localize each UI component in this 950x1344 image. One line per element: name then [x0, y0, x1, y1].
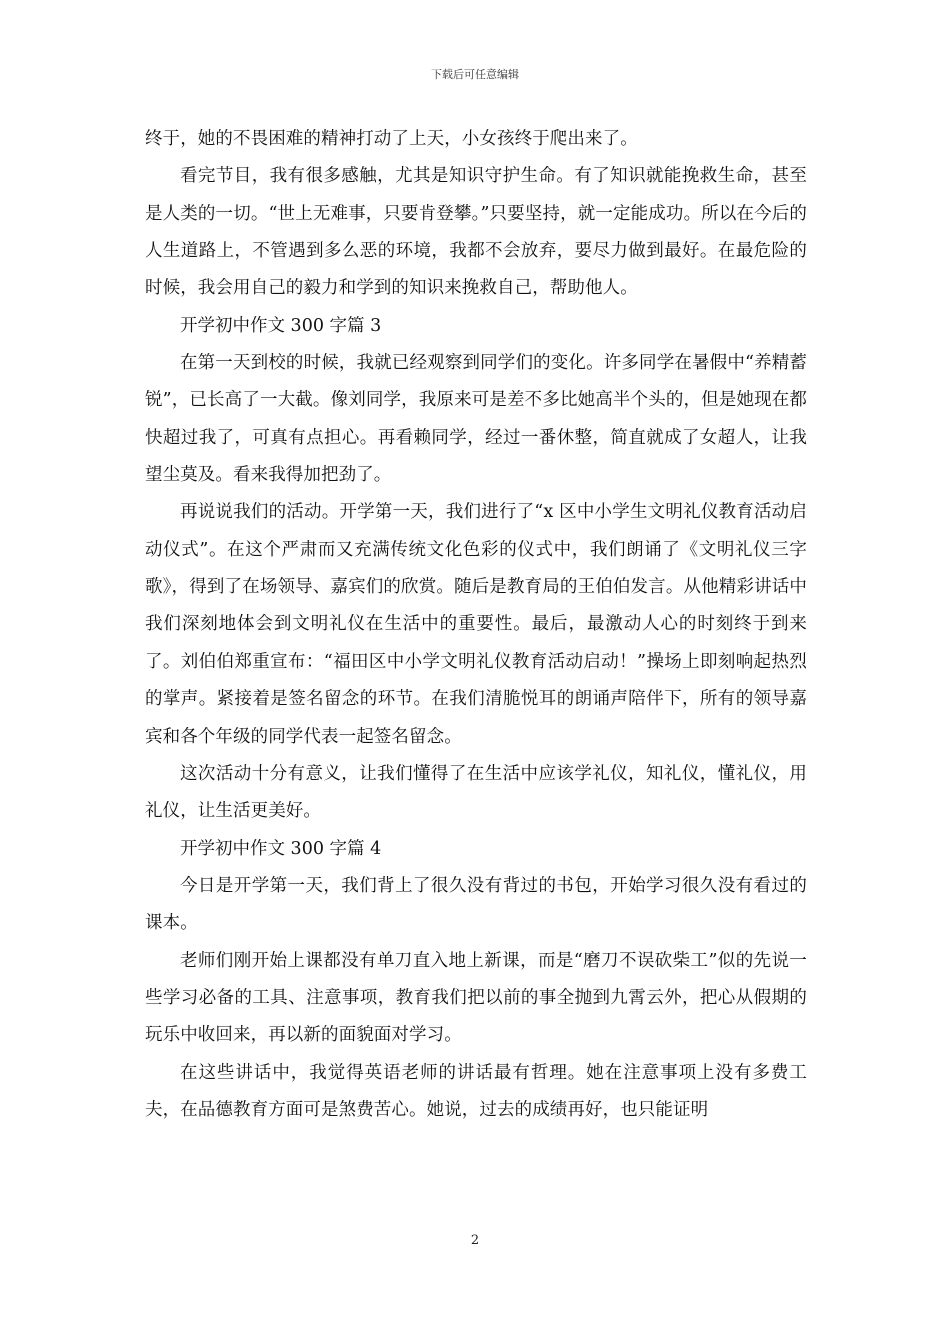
section-heading: 开学初中作文 300 字篇 3 [180, 315, 382, 336]
paragraph: 看完节目，我有很多感触，尤其是知识守护生命。有了知识就能挽救生命，甚至是人类的一切。“世上无难事，只要肯登攀。”只要坚持，就一定能成功。所以在今后的人生道路上，不管遇到多么恶的环境，我都不会放弃，要尽力做到最好。在最危险的时候，我会用自己的毅力和学到的知识来挽救自己，帮助他人。 [145, 166, 807, 299]
paragraph: 老师们刚开始上课都没有单刀直入地上新课，而是“磨刀不误砍柴工”似的先说一些学习必备的工具、注意事项，教育我们把以前的事全抛到九霄云外，把心从假期的玩乐中收回来，再以新的面貌面对学习。 [145, 950, 807, 1046]
page-number: 2 [470, 1233, 480, 1248]
paragraph: 今日是开学第一天，我们背上了很久没有背过的书包，开始学习很久没有看过的课本。 [145, 875, 807, 934]
paragraph: 终于，她的不畏困难的精神打动了上天，小女孩终于爬出来了。 [145, 129, 638, 149]
document-body [145, 121, 807, 1129]
paragraph: 在这些讲话中，我觉得英语老师的讲话最有哲理。她在注意事项上没有多费工夫，在品德教育方面可是煞费苦心。她说，过去的成绩再好，也只能证明 [145, 1062, 807, 1120]
paragraph: 这次活动十分有意义，让我们懂得了在生活中应该学礼仪，知礼仪，懂礼仪，用礼仪，让生活更美好。 [145, 763, 807, 822]
paragraph: 再说说我们的活动。开学第一天，我们进行了“x 区中小学生文明礼仪教育活动启动仪式”。在这个严肃而又充满传统文化色彩的仪式中，我们朗诵了《文明礼仪三字歌》，得到了在场领导、嘉宾们的欣赏。随后是教育局的王伯伯发言。从他精彩讲话中我们深刻地体会到文明礼仪在生活中的重要性。最后，最激动人心的时刻终于到来了。刘伯伯郑重宣布：“福田区中小学文明礼仪教育活动启动！”操场上即刻响起热烈的掌声。紧接着是签名留念的环节。在我们清脆悦耳的朗诵声陪伴下，所有的领导嘉宾和各个年级的同学代表一起签名留念。 [145, 502, 807, 747]
section-heading: 开学初中作文 300 字篇 4 [180, 838, 382, 859]
paragraph: 在第一天到校的时候，我就已经观察到同学们的变化。许多同学在暑假中“养精蓄锐”，已长高了一大截。像刘同学，我原来可是差不多比她高半个头的，但是她现在都快超过我了，可真有点担心。再看赖同学，经过一番休整，简直就成了女超人，让我望尘莫及。看来我得加把劲了。 [145, 353, 807, 486]
page-header: 下载后可任意编辑 [431, 68, 519, 81]
